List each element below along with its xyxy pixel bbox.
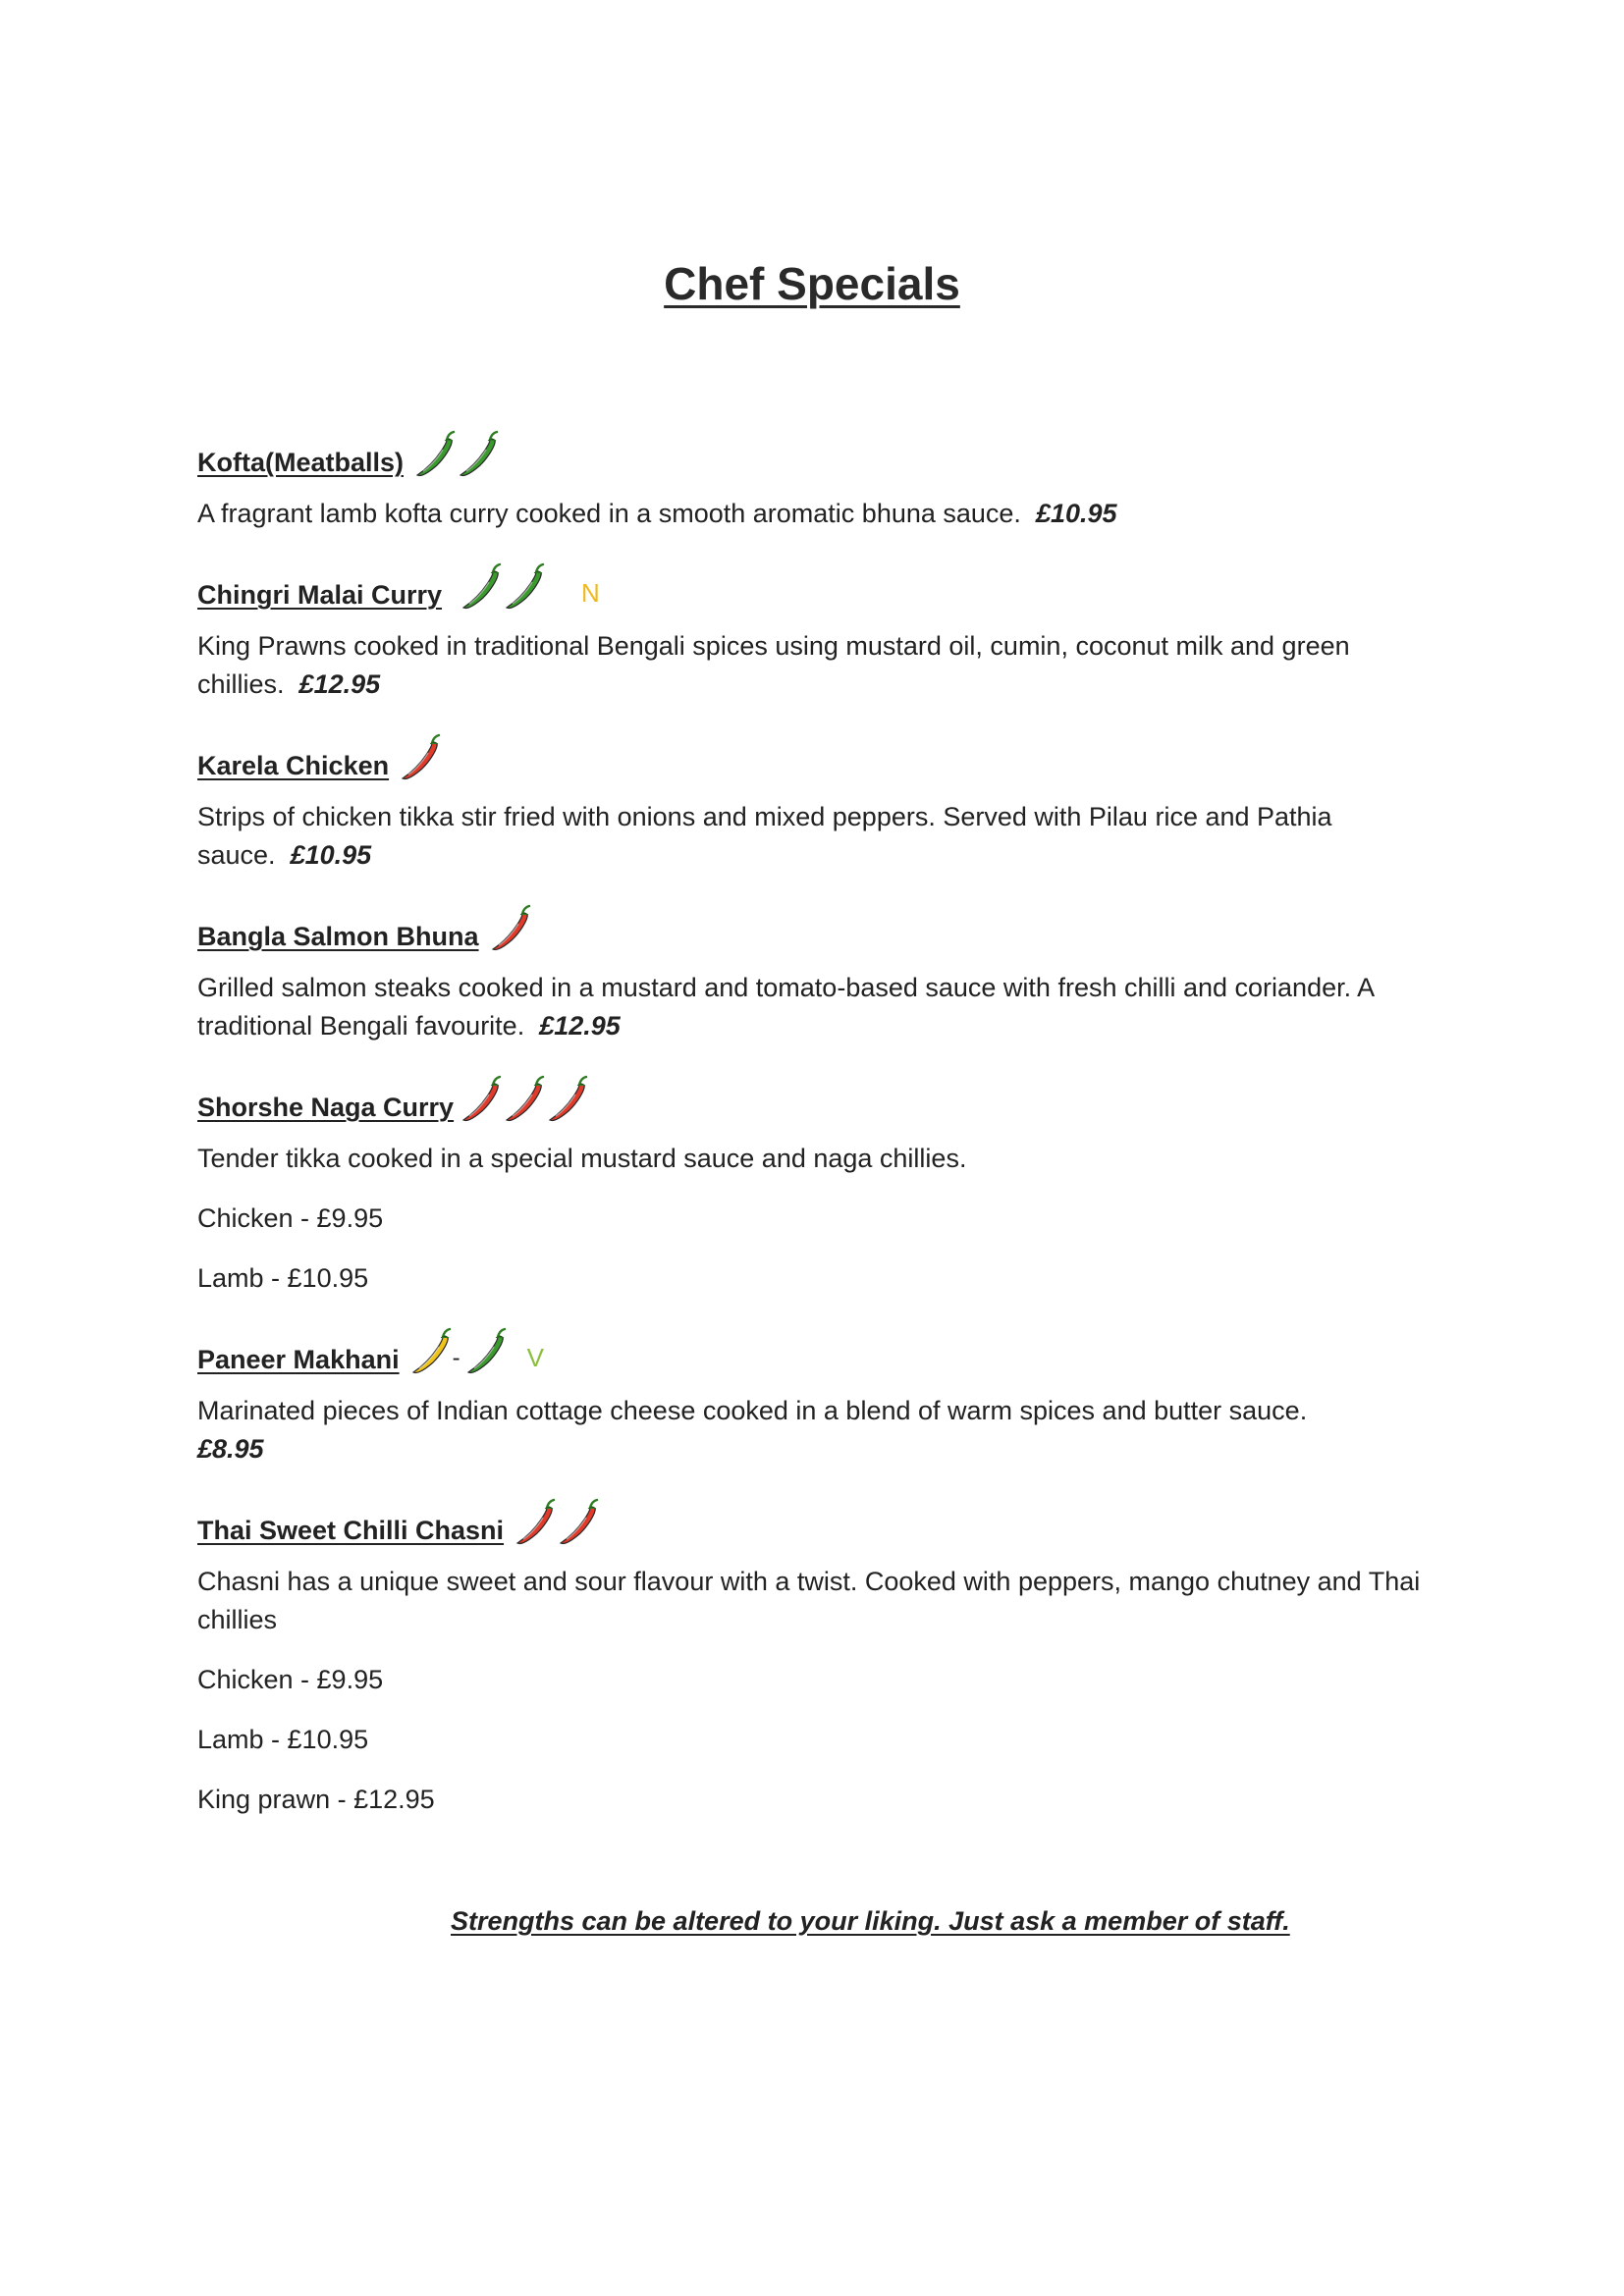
dish-name: Chingri Malai Curry <box>197 580 443 610</box>
dish-price: £8.95 <box>197 1434 264 1464</box>
dish-karela-chicken <box>197 725 1454 875</box>
nuts-badge: N <box>581 578 600 608</box>
red-chilli-icon <box>512 1498 557 1547</box>
yellow-chilli-icon <box>407 1327 453 1376</box>
dish-option: Chicken - £9.95 <box>197 1203 384 1233</box>
green-chilli-icon <box>501 562 546 612</box>
chilli-rating <box>487 898 530 953</box>
dish-header <box>197 1067 1454 1124</box>
dish-name: Kofta(Meatballs) <box>197 448 405 477</box>
chilli-rating <box>458 1069 587 1124</box>
dish-name: Bangla Salmon Bhuna <box>197 922 479 951</box>
dish-description: A fragrant lamb kofta curry cooked in a smooth aromatic bhuna sauce. £10.95 <box>197 499 1117 528</box>
dish-description: Marinated pieces of Indian cottage cheese cooked in a blend of warm spices and butter sauce. £8.95 <box>197 1396 1308 1464</box>
red-chilli-icon <box>397 733 442 782</box>
dish-price: £12.95 <box>539 1011 621 1041</box>
dish-name: Karela Chicken <box>197 751 390 780</box>
chilli-rating <box>397 727 440 782</box>
red-chilli-icon <box>501 1075 546 1124</box>
chilli-rating <box>512 1492 598 1547</box>
red-chilli-icon <box>458 1075 503 1124</box>
chilli-rating <box>411 424 498 479</box>
dish-header <box>197 725 1454 782</box>
dish-thai-sweet-chilli-chasni <box>197 1490 1454 1819</box>
dish-header <box>197 422 1454 479</box>
dish-price: £12.95 <box>298 669 381 699</box>
dish-header <box>197 1490 1454 1547</box>
green-chilli-icon <box>462 1327 508 1376</box>
page-title: Chef Specials <box>664 258 960 309</box>
green-chilli-icon <box>455 430 500 479</box>
dish-header <box>197 1319 1454 1376</box>
dish-option: Lamb - £10.95 <box>197 1725 369 1754</box>
red-chilli-icon <box>544 1075 589 1124</box>
dish-description: Tender tikka cooked in a special mustard sauce and naga chillies. <box>197 1144 967 1173</box>
red-chilli-icon <box>555 1498 600 1547</box>
dish-price: £10.95 <box>290 840 372 870</box>
dish-option: Lamb - £10.95 <box>197 1263 369 1293</box>
green-chilli-icon <box>411 430 457 479</box>
chilli-rating <box>407 1321 506 1376</box>
dish-header <box>197 896 1454 953</box>
red-chilli-icon <box>487 904 532 953</box>
dish-kofta <box>197 422 1454 533</box>
chilli-rating <box>458 557 544 612</box>
dish-price: £10.95 <box>1035 499 1117 528</box>
dish-name: Paneer Makhani <box>197 1345 400 1374</box>
vegetarian-badge: V <box>526 1343 544 1372</box>
dish-description: Chasni has a unique sweet and sour flavour with a twist. Cooked with peppers, mango chutney and Thai chillies <box>197 1567 1421 1634</box>
dish-header <box>197 555 1454 612</box>
chilli-range-separator: - <box>452 1345 460 1371</box>
dish-description: Strips of chicken tikka stir fried with onions and mixed peppers. Served with Pilau rice and Pathia sauce. £10.95 <box>197 802 1332 870</box>
dish-paneer-makhani <box>197 1319 1454 1468</box>
dish-option: Chicken - £9.95 <box>197 1665 384 1694</box>
dish-chingri-malai-curry <box>197 555 1454 704</box>
dish-name: Thai Sweet Chilli Chasni <box>197 1516 505 1545</box>
green-chilli-icon <box>458 562 503 612</box>
dish-description: Grilled salmon steaks cooked in a mustard and tomato-based sauce with fresh chilli and coriander. A traditional Bengali favourite. £12.95 <box>197 973 1374 1041</box>
footer-note: Strengths can be altered to your liking. Just ask a member of staff. <box>451 1906 1290 1936</box>
dish-shorshe-naga-curry <box>197 1067 1454 1298</box>
dish-name: Shorshe Naga Curry <box>197 1093 455 1122</box>
dish-list <box>197 422 1454 1841</box>
dish-option: King prawn - £12.95 <box>197 1785 435 1814</box>
dish-description: King Prawns cooked in traditional Bengali spices using mustard oil, cumin, coconut milk and green chillies. £12.95 <box>197 631 1350 699</box>
dish-bangla-salmon-bhuna <box>197 896 1454 1045</box>
